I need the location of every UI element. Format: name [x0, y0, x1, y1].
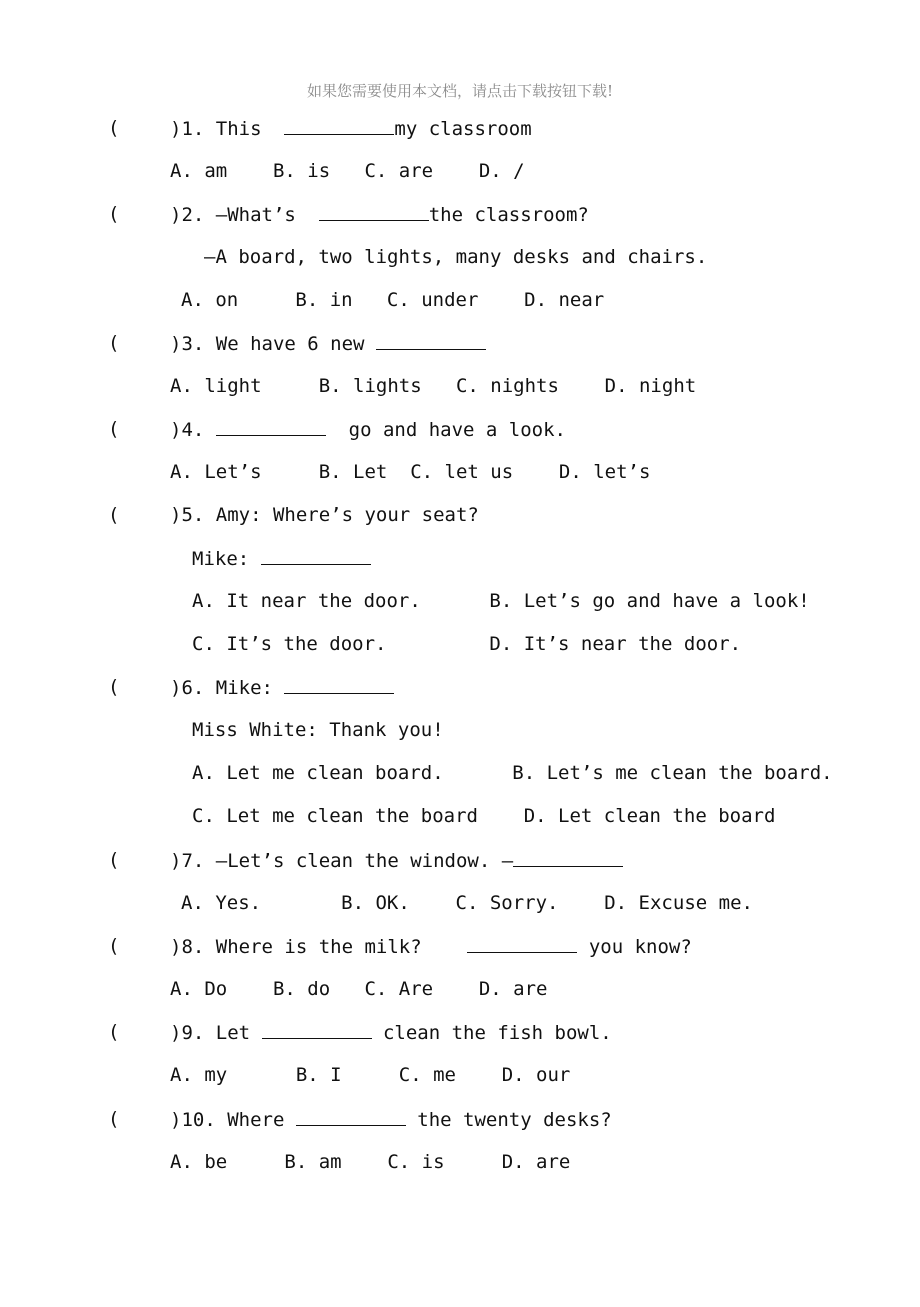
answer-paren: ( — [108, 203, 120, 225]
answer-blank — [296, 1107, 406, 1126]
answer-paren: ( — [108, 1021, 120, 1043]
options-8: A. Do B. do C. Are D. are — [170, 978, 548, 1000]
answer-paren: ( — [108, 1108, 120, 1130]
question-5: )5. Amy: Where’s your seat? — [170, 504, 479, 526]
answer-paren: ( — [108, 504, 120, 526]
options-6a: A. Let me clean board. B. Let’s me clean the board. — [192, 762, 833, 784]
answer-blank — [284, 675, 394, 694]
options-3: A. light B. lights C. nights D. night — [170, 375, 697, 397]
answer-blank — [261, 546, 371, 565]
options-9: A. my B. I C. me D. our — [170, 1064, 571, 1086]
question-6-response: Miss White: Thank you! — [192, 719, 444, 741]
options-6b: C. Let me clean the board D. Let clean the board — [192, 805, 776, 827]
question-4: )4. go and have a look. — [170, 419, 566, 441]
answer-blank — [513, 848, 623, 867]
options-4: A. Let’s B. Let C. let us D. let’s — [170, 461, 651, 483]
answer-paren: ( — [108, 332, 120, 354]
question-9: )9. Let clean the fish bowl. — [170, 1022, 612, 1044]
options-2: A. on B. in C. under D. near — [181, 289, 605, 311]
question-5-response: Mike: — [192, 546, 371, 571]
answer-paren: ( — [108, 418, 120, 440]
answer-blank — [262, 1020, 372, 1039]
answer-blank — [467, 934, 577, 953]
options-10: A. be B. am C. is D. are — [170, 1151, 571, 1173]
answer-blank — [319, 202, 429, 221]
question-8: )8. Where is the milk? you know? — [170, 936, 692, 958]
answer-paren: ( — [108, 676, 120, 698]
question-10: )10. Where the twenty desks? — [170, 1109, 612, 1131]
options-5a: A. It near the door. B. Let’s go and have a look! — [192, 590, 810, 612]
download-note: 如果您需要使用本文档，请点击下载按钮下载! — [306, 82, 614, 100]
answer-paren: ( — [108, 849, 120, 871]
question-7: )7. —Let’s clean the window. — — [170, 848, 623, 873]
answer-blank — [376, 331, 486, 350]
question-1: )1. This my classroom — [170, 118, 532, 140]
question-6: )6. Mike: — [170, 675, 394, 700]
answer-paren: ( — [108, 935, 120, 957]
question-2: )2. —What’s the classroom? — [170, 204, 589, 226]
question-2-response: —A board, two lights, many desks and chairs. — [204, 246, 708, 268]
answer-paren: ( — [108, 117, 120, 139]
answer-blank — [284, 116, 394, 135]
question-3: )3. We have 6 new — [170, 331, 486, 356]
options-7: A. Yes. B. OK. C. Sorry. D. Excuse me. — [181, 892, 753, 914]
options-5b: C. It’s the door. D. It’s near the door. — [192, 633, 742, 655]
options-1: A. am B. is C. are D. / — [170, 160, 525, 182]
answer-blank — [216, 417, 326, 436]
